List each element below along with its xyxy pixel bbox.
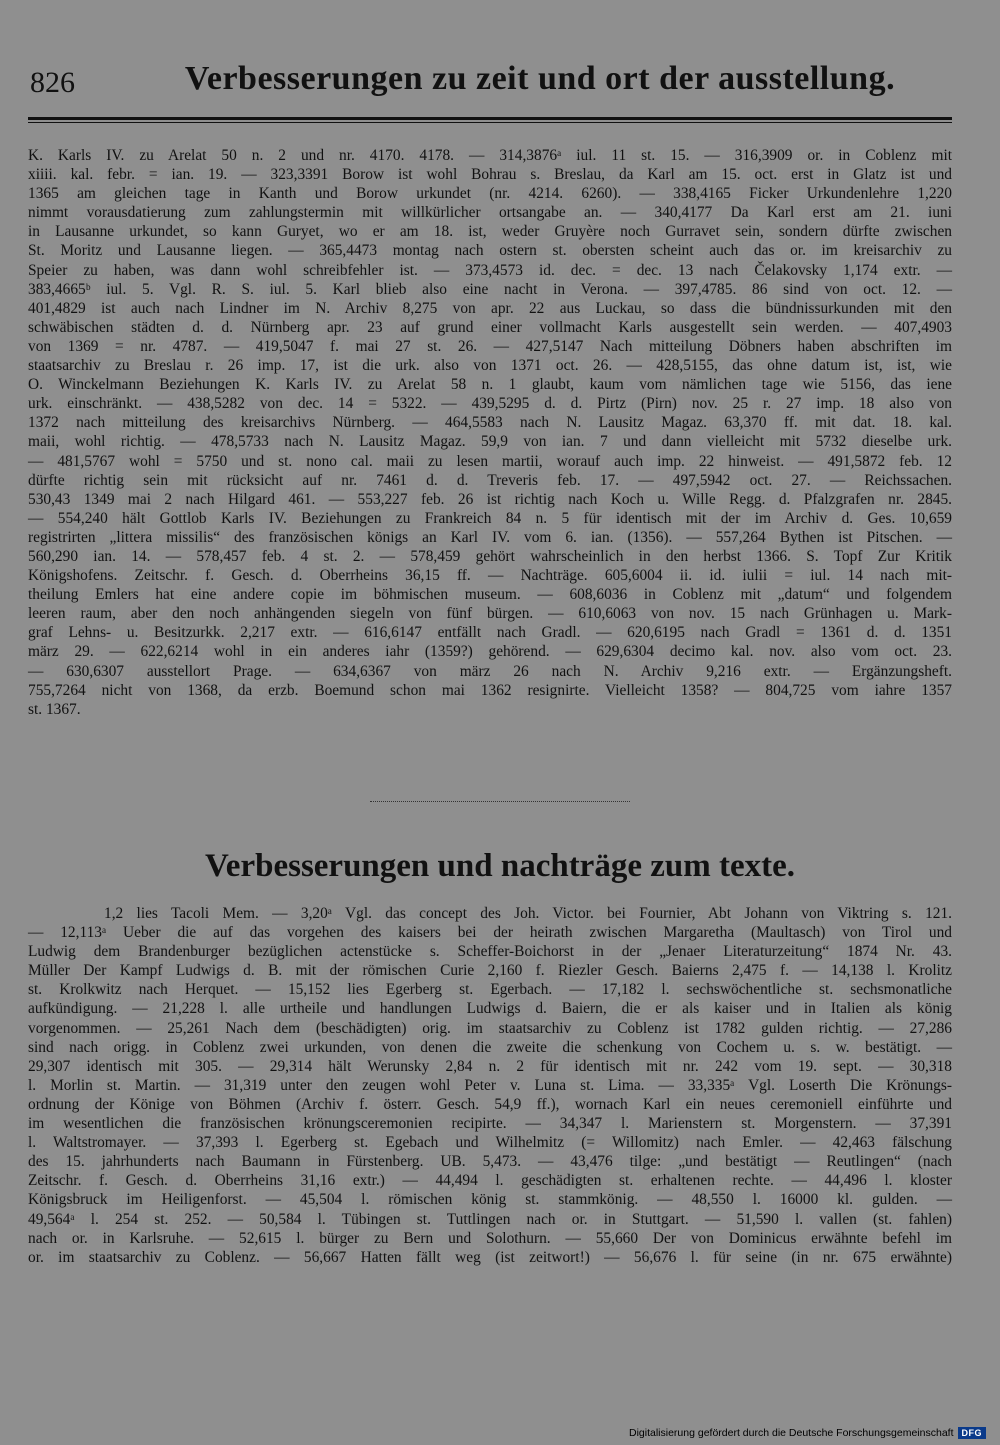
- text-line: urk. einschränkt. — 438,5282 von dec. 14 = 5322. — 439,5295 d. d. Pirtz (Pirn) nov. 25 r. 27 imp. 18 also von: [28, 395, 952, 413]
- dfg-logo: DFG: [958, 1427, 987, 1439]
- text-line: 560,290 ian. 14. — 578,457 feb. 4 st. 2. — 578,459 gehört wahrscheinlich in den herbst 1366. S. Topf Zur Kritik: [28, 547, 952, 565]
- footer-credit: [629, 1427, 986, 1439]
- text-line: maii, wohl richtig. — 478,5733 nach N. Lausitz Magaz. 59,9 von ian. 7 und dann vielleicht mit 5732 dieselbe urk.: [28, 433, 952, 451]
- text-line: im wesentlichen die französischen krönungsceremonien recipirte. — 34,347 l. Marienstern st. Morgenstern. — 37,391: [28, 1115, 952, 1133]
- text-line: nimmt vorausdatierung zum zahlungstermin mit willkürlicher ortsangabe an. — 340,4177 Da Karl erst am 21. iuni: [28, 204, 952, 222]
- text-line: märz 29. — 622,6214 wohl in ein anderes iahr (1359?) gehörend. — 629,6304 decimo kal. nov. also vom oct. 23.: [28, 643, 952, 661]
- page-header: [30, 58, 950, 108]
- text-line: 49,564ᵃ l. 254 st. 252. — 50,584 l. Tübingen st. Tuttlingen nach or. in Stuttgart. — 51,590 l. vallen (st. fahlen): [28, 1210, 952, 1228]
- text-line: or. im staatsarchiv zu Coblenz. — 56,667 Hatten fällt weg (ist zeitwort!) — 56,676 l. für seine (in nr. 675 erwähnte): [28, 1248, 952, 1266]
- text-line: Müller Der Kampf Ludwigs d. B. mit der römischen Curie 2,160 f. Riezler Gesch. Baierns 2,475 f. — 14,138 l. Krolitz: [28, 962, 952, 980]
- text-line: 1372 nach mitteilung des kreisarchivs Nürnberg. — 464,5583 nach N. Lausitz Magaz. 63,370 ff. mit dat. 18. kal.: [28, 414, 952, 432]
- section-one-text: [28, 146, 952, 719]
- text-line: l. Morlin st. Martin. — 31,319 unter den zeugen wohl Peter v. Luna st. Lima. — 33,335ᵃ Vgl. Loserth Die Krönungs-: [28, 1076, 952, 1094]
- header-rule-thin: [28, 122, 952, 123]
- text-line: Ludwig dem Brandenburger bezüglichen actenstücke s. Scheffer-Boichorst in der „Jenaer Literaturzeitung“ 1874 Nr. 43.: [28, 943, 952, 961]
- text-line: 1365 am gleichen tage in Kanth und Borow urkundet (nr. 4214. 6260). — 338,4165 Ficker Urkundenlehre 1,220: [28, 185, 952, 203]
- text-line: Königsbruck im Heiligenforst. — 45,504 l. römischen könig st. stammkönig. — 48,550 l. 16000 kl. gulden. —: [28, 1191, 952, 1209]
- text-line: ordnung der Könige von Böhmen (Archiv f. österr. Gesch. 54,9 ff.), wornach Karl ein neues ceremoniell einführte und: [28, 1095, 952, 1113]
- text-line: xiiii. kal. febr. = ian. 19. — 323,3391 Borow ist wohl Bohrau s. Breslau, da Karl am 15. oct. erst in Glatz ist und: [28, 166, 952, 184]
- text-line: staatsarchiv zu Breslau r. 26 imp. 17, ist die urk. also von 1371 oct. 26. — 428,5155, das ohne datum ist, ist, wie: [28, 357, 952, 375]
- text-line: Königshofens. Zeitschr. f. Gesch. d. Oberrheins 36,15 ff. — Nachträge. 605,6004 ii. id. iulii = iul. 14 nach mit-: [28, 567, 952, 585]
- text-line: — 554,240 hält Gottlob Karls IV. Beziehungen zu Frankreich 84 n. 5 für identisch mit der im Archiv d. Ges. 10,659: [28, 509, 952, 527]
- text-line: aufkündigung. — 21,228 l. alle urtheile und handlungen Ludwigs d. Baiern, die er als kaiser und in Italien als könig: [28, 1000, 952, 1018]
- text-line: vorgenommen. — 25,261 Nach dem (beschädigten) orig. im staatsarchiv zu Coblenz ist 1782 gulden richtig. — 27,286: [28, 1019, 952, 1037]
- text-line: st. 1367.: [28, 700, 81, 718]
- text-line: st. Krolkwitz nach Herquet. — 15,152 lies Egerberg st. Egerbach. — 17,182 l. sechswöchentliche st. sechsmonatliche: [28, 981, 952, 999]
- text-line: graf Lehns- u. Besitzurkk. 2,217 extr. — 616,6147 entfällt nach Gradl. — 620,6195 nach Gradl = 1361 d. d. 1351: [28, 624, 952, 642]
- text-line: theilung Emlers hat eine andere copie im böhmischen museum. — 608,6036 in Coblenz mit „datum“ und folgendem: [28, 586, 952, 604]
- text-line: 530,43 1349 mai 2 nach Hilgard 461. — 553,227 feb. 26 ist richtig nach Koch u. Wille Regg. d. Pfalzgrafen nr. 2845.: [28, 490, 952, 508]
- text-line: Zeitschr. f. Gesch. d. Oberrheins 31,16 extr.) — 44,494 l. geschädigten st. erhaltenen rechte. — 44,496 l. kloster: [28, 1172, 952, 1190]
- text-line: in Lausanne urkundet, so kann Guryet, wo er am 18. ist, weder Gruyère noch Gurravet sein, sondern dürfte zwischen: [28, 223, 952, 241]
- text-line: 401,4829 ist auch nach Lindner im N. Archiv 8,275 von apr. 22 aus Luckau, so dass die bündnissurkunden mit den: [28, 299, 952, 317]
- text-line: — 481,5767 wohl = 5750 und st. nono cal. maii zu lesen martii, worauf auch imp. 22 hinweist. — 491,5872 feb. 12: [28, 452, 952, 470]
- text-line: 1,2 lies Tacoli Mem. — 3,20ᵃ Vgl. das concept des Joh. Victor. bei Fournier, Abt Johann von Viktring s. 121.: [104, 905, 952, 922]
- text-line: leeren raum, aber den noch anhängenden siegeln von fünf bürgen. — 610,6063 von nov. 15 nach Grünhagen u. Mark-: [28, 605, 952, 623]
- text-line: Speier zu haben, was dann wohl schreibfehler ist. — 373,4573 id. dec. = dec. 13 nach Čelakovsky 1,174 extr. —: [28, 261, 952, 279]
- text-line: l. Waltstromayer. — 37,393 l. Egerberg st. Egebach und Wilhelmitz (= Willomitz) nach Emler. — 42,463 fälschung: [28, 1134, 952, 1152]
- text-line: schwäbischen städten d. d. Nürnberg apr. 23 auf grund einer vollmacht Karls ausgestellt sein werden. — 407,4903: [28, 318, 952, 336]
- section-two-title: Verbesserungen und nachträge zum texte.: [205, 848, 795, 884]
- text-line: K. Karls IV. zu Arelat 50 n. 2 und nr. 4170. 4178. — 314,3876ᵃ iul. 11 st. 15. — 316,3909 or. in Coblenz mit: [28, 147, 952, 164]
- header-rule-thick: [28, 117, 952, 120]
- text-line: dürfte richtig sein mit rücksicht auf nr. 7461 d. d. Treveris feb. 17. — 497,5942 oct. 27. — Reichssachen.: [28, 471, 952, 489]
- text-line: registrirten „littera missilis“ des französischen königs an Karl IV. vom 6. ian. (1356). — 557,264 Bythen ist Pitschen. —: [28, 528, 952, 546]
- text-line: — 630,6307 ausstellort Prage. — 634,6367 von märz 26 nach N. Archiv 9,216 extr. — Ergänzungsheft.: [28, 662, 952, 680]
- section-two-text: [28, 904, 952, 1267]
- text-line: 383,4665ᵇ iul. 5. Vgl. R. S. iul. 5. Karl blieb also eine nacht in Verona. — 397,4785. 86 sind von oct. 12. —: [28, 280, 952, 298]
- text-line: — 12,113ᵃ Ueber die auf das vorgehen des kaisers bei der heirath zwischen Margaretha (Maultasch) von Tirol und: [28, 924, 952, 942]
- text-line: nach or. in Karlsruhe. — 52,615 l. bürger zu Bern und Solothurn. — 55,660 Der von Dominicus erwähnte befehl im: [28, 1229, 952, 1247]
- text-line: St. Moritz und Lausanne liegen. — 365,4473 montag nach ostern st. obersten scheint auch das or. im kreisarchiv zu: [28, 242, 952, 260]
- credit-text: Digitalisierung gefördert durch die Deutsche Forschungsgemeinschaft: [628, 1427, 954, 1439]
- text-line: sind nach origg. in Coblenz zwei urkunden, von denen die zweite die schenkung von Cochem u. s. w. bestätigt. —: [28, 1038, 952, 1056]
- page-number: 826: [30, 66, 75, 99]
- text-line: von 1369 = nr. 4787. — 419,5047 f. mai 27 st. 26. — 427,5147 Nach mitteilung Döbners haben abschriften im: [28, 337, 952, 355]
- text-line: O. Winckelmann Beziehungen K. Karls IV. zu Arelat 58 n. 1 glaubt, kaum vom nämlichen tage wie 5156, das iene: [28, 376, 952, 394]
- text-line: 755,7264 nicht von 1368, da erzb. Boemund schon mai 1362 resignirte. Vielleicht 1358? — 804,725 vom iahre 1357: [28, 681, 952, 699]
- text-line: des 15. jahrhunderts nach Baumann in Fürstenberg. UB. 5,473. — 43,476 tilge: „und bestätigt — Reutlingen“ (nach: [28, 1153, 952, 1171]
- section-separator: [370, 801, 630, 802]
- running-title: Verbesserungen zu zeit und ort der ausstellung.: [184, 60, 896, 97]
- text-line: 29,307 identisch mit 305. — 29,314 hält Werunsky 2,84 n. 2 für identisch mit nr. 242 vom 19. sept. — 30,318: [28, 1057, 952, 1075]
